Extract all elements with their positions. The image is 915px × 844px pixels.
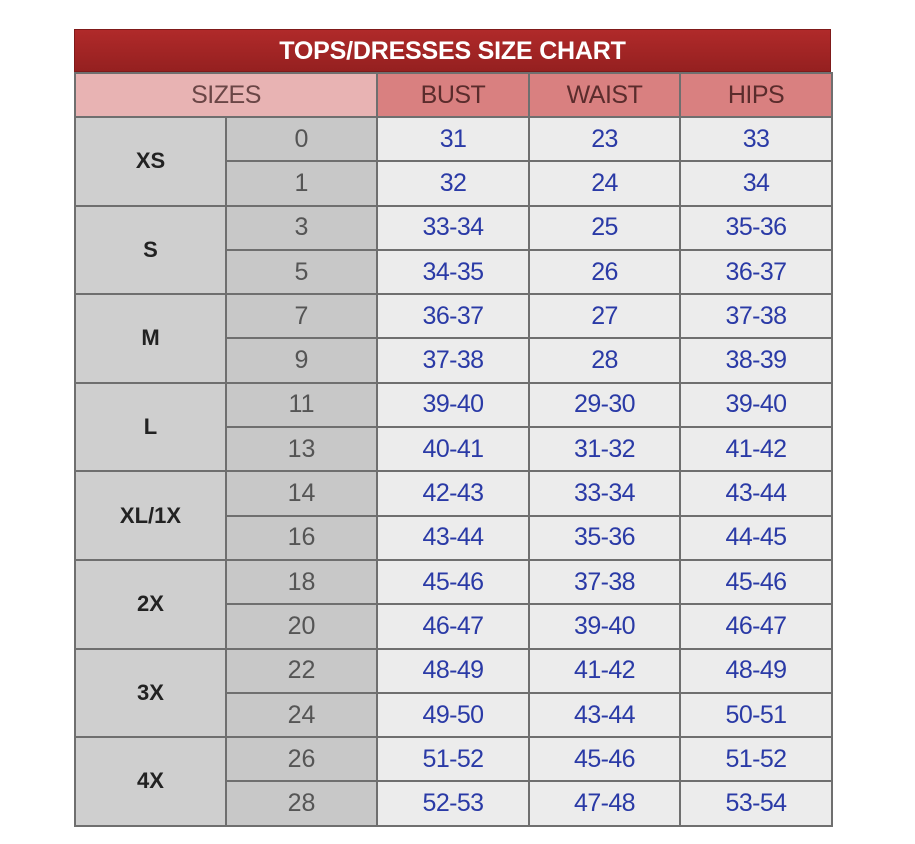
size-number: 1 (226, 161, 377, 205)
bust-value: 45-46 (377, 560, 529, 604)
waist-value: 43-44 (529, 693, 680, 737)
header-row (75, 73, 832, 117)
bust-value: 32 (377, 161, 529, 205)
size-letter: XL/1X (75, 471, 226, 560)
size-number: 7 (226, 294, 377, 338)
size-number: 22 (226, 649, 377, 693)
size-number: 11 (226, 383, 377, 427)
hips-value: 51-52 (680, 737, 832, 781)
size-number: 28 (226, 781, 377, 825)
size-number: 24 (226, 693, 377, 737)
table-row (75, 471, 832, 515)
hips-value: 43-44 (680, 471, 832, 515)
waist-value: 24 (529, 161, 680, 205)
waist-value: 39-40 (529, 604, 680, 648)
hips-value: 41-42 (680, 427, 832, 471)
size-number: 9 (226, 338, 377, 382)
hips-value: 44-45 (680, 516, 832, 560)
size-number: 0 (226, 117, 377, 161)
bust-value: 42-43 (377, 471, 529, 515)
waist-value: 35-36 (529, 516, 680, 560)
size-letter: L (75, 383, 226, 472)
size-chart (74, 29, 831, 827)
waist-value: 27 (529, 294, 680, 338)
hips-value: 39-40 (680, 383, 832, 427)
hips-value: 37-38 (680, 294, 832, 338)
size-letter: 2X (75, 560, 226, 649)
bust-value: 40-41 (377, 427, 529, 471)
waist-value: 29-30 (529, 383, 680, 427)
bust-value: 36-37 (377, 294, 529, 338)
table-row (75, 117, 832, 161)
hips-value: 34 (680, 161, 832, 205)
header-hips: HIPS (680, 73, 832, 117)
header-waist: WAIST (529, 73, 680, 117)
bust-value: 33-34 (377, 206, 529, 250)
waist-value: 31-32 (529, 427, 680, 471)
chart-title: TOPS/DRESSES SIZE CHART (74, 29, 831, 72)
size-table-body (75, 117, 832, 826)
hips-value: 48-49 (680, 649, 832, 693)
size-number: 13 (226, 427, 377, 471)
bust-value: 34-35 (377, 250, 529, 294)
table-row (75, 383, 832, 427)
hips-value: 50-51 (680, 693, 832, 737)
waist-value: 23 (529, 117, 680, 161)
waist-value: 37-38 (529, 560, 680, 604)
size-letter: 3X (75, 649, 226, 738)
table-row (75, 560, 832, 604)
bust-value: 48-49 (377, 649, 529, 693)
hips-value: 38-39 (680, 338, 832, 382)
waist-value: 33-34 (529, 471, 680, 515)
hips-value: 45-46 (680, 560, 832, 604)
waist-value: 47-48 (529, 781, 680, 825)
bust-value: 39-40 (377, 383, 529, 427)
bust-value: 31 (377, 117, 529, 161)
size-letter: M (75, 294, 226, 383)
bust-value: 49-50 (377, 693, 529, 737)
waist-value: 25 (529, 206, 680, 250)
table-row (75, 206, 832, 250)
table-row (75, 737, 832, 781)
bust-value: 43-44 (377, 516, 529, 560)
size-number: 26 (226, 737, 377, 781)
size-letter: S (75, 206, 226, 295)
bust-value: 46-47 (377, 604, 529, 648)
hips-value: 36-37 (680, 250, 832, 294)
size-number: 14 (226, 471, 377, 515)
hips-value: 46-47 (680, 604, 832, 648)
hips-value: 33 (680, 117, 832, 161)
size-number: 3 (226, 206, 377, 250)
bust-value: 37-38 (377, 338, 529, 382)
waist-value: 41-42 (529, 649, 680, 693)
size-table (74, 72, 833, 827)
size-number: 20 (226, 604, 377, 648)
waist-value: 26 (529, 250, 680, 294)
hips-value: 35-36 (680, 206, 832, 250)
table-row (75, 649, 832, 693)
header-sizes: SIZES (75, 73, 377, 117)
waist-value: 45-46 (529, 737, 680, 781)
header-bust: BUST (377, 73, 529, 117)
size-number: 18 (226, 560, 377, 604)
size-letter: XS (75, 117, 226, 206)
size-number: 5 (226, 250, 377, 294)
bust-value: 51-52 (377, 737, 529, 781)
bust-value: 52-53 (377, 781, 529, 825)
table-row (75, 294, 832, 338)
waist-value: 28 (529, 338, 680, 382)
hips-value: 53-54 (680, 781, 832, 825)
size-number: 16 (226, 516, 377, 560)
size-letter: 4X (75, 737, 226, 826)
